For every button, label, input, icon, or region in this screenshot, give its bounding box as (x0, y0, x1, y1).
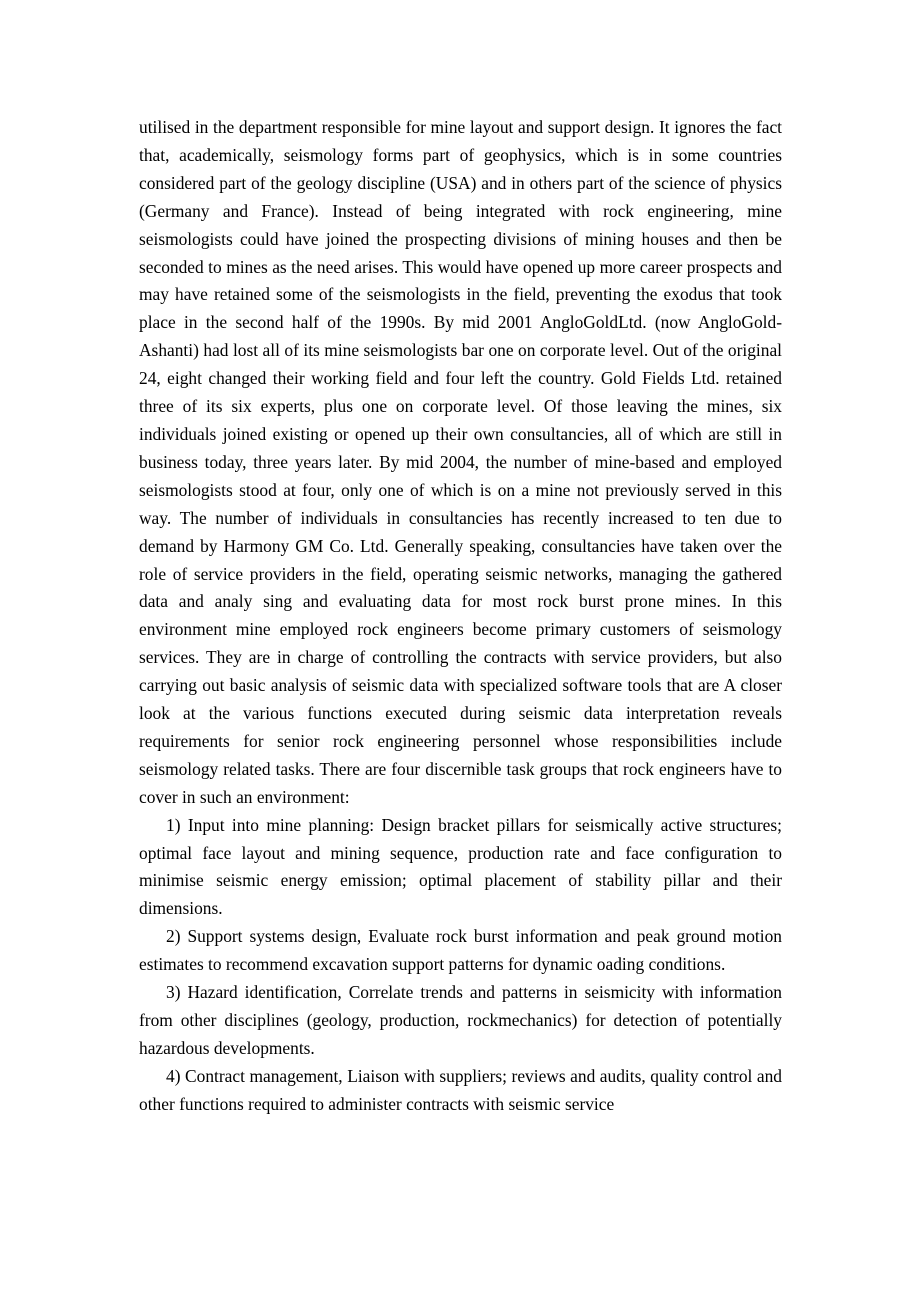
list-item-hazard-identification: 3) Hazard identification, Correlate trends and patterns in seismicity with information from other disciplines (geology, production, rockmechanics) for detection of potentially hazardous developments. (139, 982, 782, 1058)
list-item-mine-planning: 1) Input into mine planning: Design bracket pillars for seismically active structures; optimal face layout and mining sequence, production rate and face configuration to minimise seismic energy emission; optimal placement of stability pillar and their dimensions. (139, 814, 782, 919)
list-item-support-design: 2) Support systems design, Evaluate rock burst information and peak ground motion estimates to recommend excavation support patterns for dynamic oading conditions. (139, 926, 782, 975)
body-text (139, 114, 782, 1119)
paragraph-main: utilised in the department responsible for mine layout and support design. It ignores the fact that, academically, seismology forms part of geophysics, which is in some countries considered part of the geology discipline (USA) and in others part of the science of physics (Germany and France). Instead of being integrated with rock engineering, mine seismologists could have joined the prospecting divisions of mining houses and then be seconded to mines as the need arises. This would have opened up more career prospects and may have retained some of the seismologists in the field, preventing the exodus that took place in the second half of the 1990s. By mid 2001 AngloGoldLtd. (now AngloGold-Ashanti) had lost all of its mine seismologists bar one on corporate level. Out of the original 24, eight changed their working field and four left the country. Gold Fields Ltd. retained three of its six experts, plus one on corporate level. Of those leaving the mines, six individuals joined existing or opened up their own consultancies, all of which are still in business today, three years later. By mid 2004, the number of mine-based and employed seismologists stood at four, only one of which is on a mine not previously served in this way. The number of individuals in consultancies has recently increased to ten due to demand by Harmony GM Co. Ltd. Generally speaking, consultancies have taken over the role of service providers in the field, operating seismic networks, managing the gathered data and analy sing and evaluating data for most rock burst prone mines. In this environment mine employed rock engineers become primary customers of seismology services. They are in charge of controlling the contracts with service providers, but also carrying out basic analysis of seismic data with specialized software tools that are A closer look at the various functions executed during seismic data interpretation reveals requirements for senior rock engineering personnel whose responsibilities include seismology related tasks. There are four discernible task groups that rock engineers have to cover in such an environment: (139, 117, 782, 807)
list-item-contract-management: 4) Contract management, Liaison with suppliers; reviews and audits, quality control and other functions required to administer contracts with seismic service (139, 1065, 782, 1114)
